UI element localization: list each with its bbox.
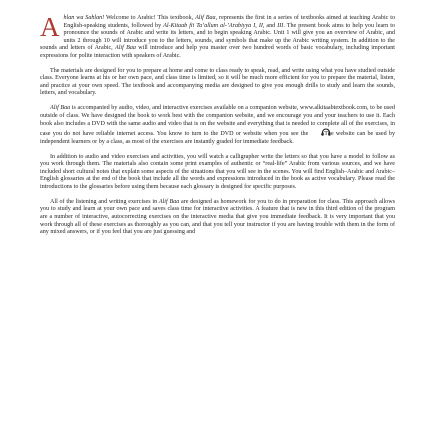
book-title: Alif Baa <box>195 15 216 21</box>
materials-paragraph: The materials are designed for you to prepare at home and come to class ready to speak, read, and write using what you have studied outside class. Everyone learns at his or her own pace, and class time is limited, so it will be much more efficient for you to prepare the material, listen, and practice at your own speed. The textbook and accompanying media are designed to give you enough drills to study and learn the sounds, letters, and vocabulary. <box>40 67 395 97</box>
intro-paragraph: Ahlan wa Sahlan! Welcome to Arabic! This textbook, Alif Baa, represents the first in a series of textbooks aimed at teaching Arabic to English-speaking students, followed by Al-Kitaab fii Ta’allum al-’Arabiyya I, II, and III. The present book aims to help you learn to pronounce the sounds of Arabic and write its letters, and to begin speaking Arabic. Unit 1 will give you an overview of Arabic, and units 2 through 10 will introduce you to the letters, sounds, and symbols that make up the Arabic writing system. In addition to the sounds and letters of Arabic, Alif Baa will introduce and help you master over two hundred words of basic vocabulary, including important expressions for polite interaction with speakers of Arabic. <box>40 12 395 59</box>
book-title: III <box>277 22 284 29</box>
book-title: Alif Baa <box>158 198 180 205</box>
audio-video-paragraph: In addition to audio and video exercises and activities, you will watch a calligrapher write the letters so that you have a model to follow as you work through them. The materials also contain some print examples of authentic or “real-life” Arabic from various sources, and we have included short cultural notes that explain some aspects of the situations that you will see in the scenes. You will find English–Arabic and Arabic–English glossaries at the end of the book that include all the words and expressions introduced in the book as active vocabulary. Please read the introductions to the glossaries before using them because each glossary is designed for specific purposes. <box>40 153 395 190</box>
homework-paragraph: All of the listening and writing exercises in Alif Baa are designed as homework for you to do in preparation for class. This approach allows you to study and learn at your own pace and saves class time for interactive activities. A feature that is new in this third edition of the program are a number of interactive, autocorrecting exercises on the interactive media that give you immediate feedback. It is very important that you work through all of these exercises as thoroughly as you can, and that you tell your instructor if you are having trouble with them in the form of any mixed answers, or if you feel that you are just guessing and <box>40 198 395 236</box>
headphones-icon <box>311 128 321 136</box>
book-title: Alif Baa <box>50 105 71 112</box>
media-paragraph: Alif Baa is accompanied by audio, video, and interactive exercises available on a companion website, www.alkitaabtextbook.com, to be used outside of class. We have designed the book to work best with the companion website, and we encourage you and your teachers to use it. Each book also includes a DVD with the same audio and video that is on the website and everything that is needed to complete all of the exercises, in case you do not have reliable internet access. You know to turn to the DVD or website when you see the . The website can be used by independent learners or by a class, as most of the exercises are instantly graded for immediate feedback. <box>40 105 395 145</box>
book-title: Al-Kitaab fii Ta’allum al-’Arabiyya I, II, <box>163 22 265 29</box>
preface-text <box>40 12 395 237</box>
book-title: Alif Baa <box>114 45 136 52</box>
greeting: hlan wa Sahlan! <box>63 15 105 21</box>
drop-cap: A <box>40 12 60 42</box>
